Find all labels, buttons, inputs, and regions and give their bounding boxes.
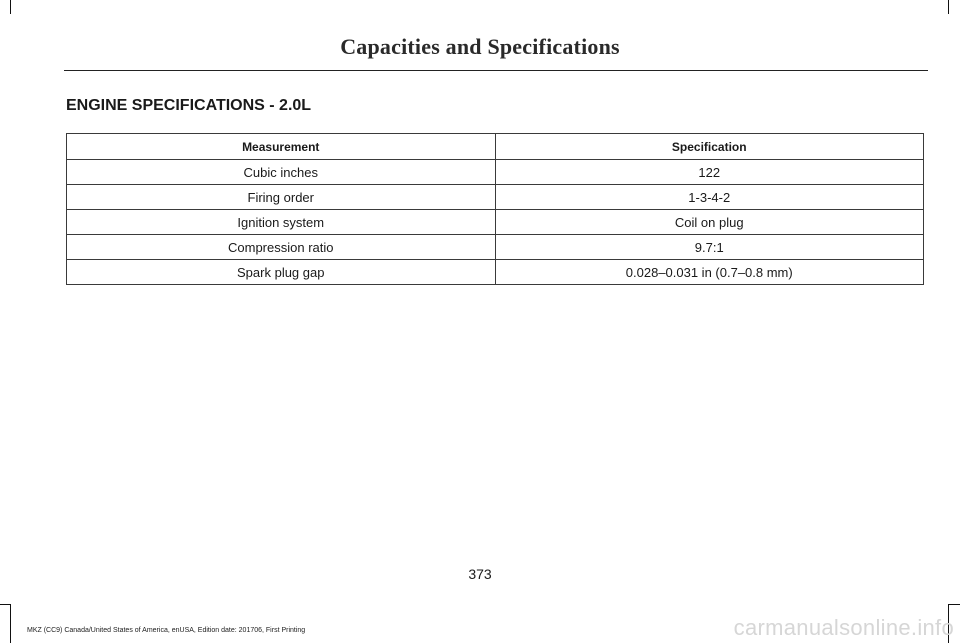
page-number: 373 <box>468 566 492 582</box>
page-header-title: Capacities and Specifications <box>340 34 620 59</box>
specification-cell: Coil on plug <box>495 210 924 235</box>
measurement-cell: Spark plug gap <box>67 260 496 285</box>
specification-cell: 1-3-4-2 <box>495 185 924 210</box>
crop-mark-bottom-left <box>10 604 11 643</box>
crop-mark-bottom-right-h <box>948 604 960 605</box>
measurement-cell: Compression ratio <box>67 235 496 260</box>
section-title: ENGINE SPECIFICATIONS - 2.0L <box>66 97 312 114</box>
measurement-cell: Cubic inches <box>67 160 496 185</box>
column-header-measurement: Measurement <box>67 134 496 160</box>
specification-cell: 0.028–0.031 in (0.7–0.8 mm) <box>495 260 924 285</box>
specification-cell: 122 <box>495 160 924 185</box>
specification-cell: 9.7:1 <box>495 235 924 260</box>
table-header-row <box>67 134 924 160</box>
engine-spec-table <box>66 133 924 285</box>
measurement-cell: Ignition system <box>67 210 496 235</box>
measurement-cell: Firing order <box>67 185 496 210</box>
table-row <box>67 260 924 285</box>
table-row <box>67 185 924 210</box>
table-row <box>67 160 924 185</box>
crop-mark-top-left <box>10 0 11 14</box>
watermark: carmanualsonline.info <box>733 615 954 640</box>
table-row <box>67 210 924 235</box>
column-header-specification: Specification <box>495 134 924 160</box>
table-row <box>67 235 924 260</box>
crop-mark-top-right <box>948 0 949 14</box>
header-divider <box>64 70 928 71</box>
edition-footer: MKZ (CC9) Canada/United States of America, enUSA, Edition date: 201706, First Printing <box>27 627 306 634</box>
crop-mark-bottom-left-h <box>0 604 11 605</box>
